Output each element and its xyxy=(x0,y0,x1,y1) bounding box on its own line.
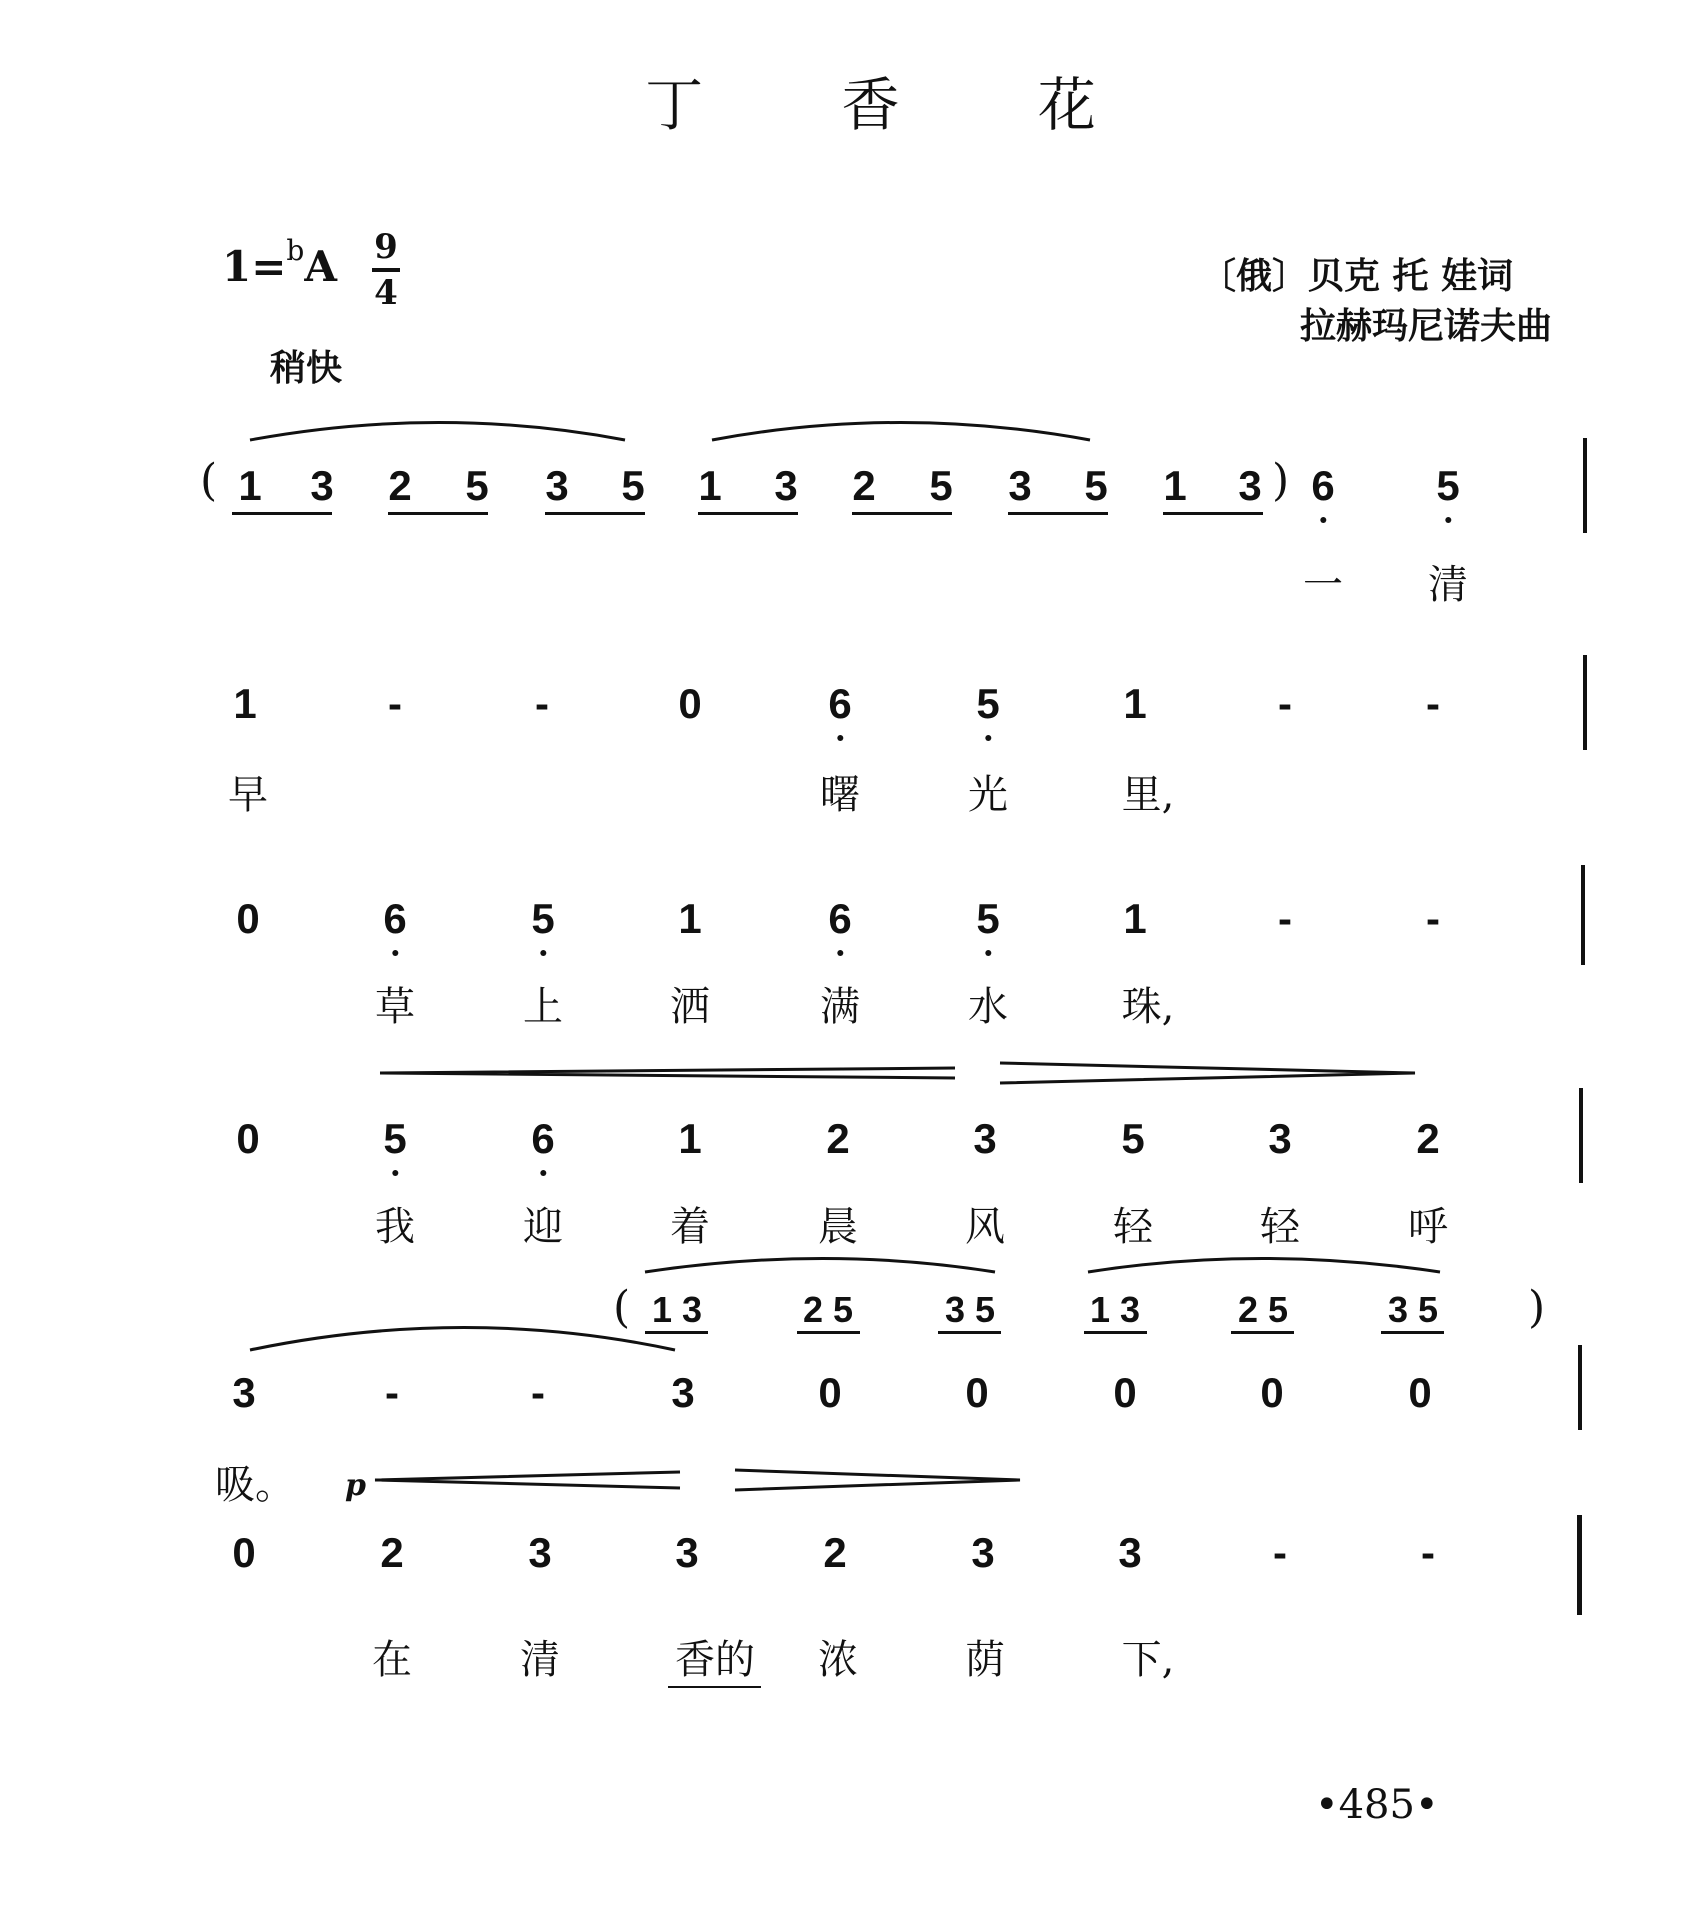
note: 0 xyxy=(1260,1369,1284,1416)
meter-bottom: 4 xyxy=(374,273,398,313)
key-note: A xyxy=(304,242,337,291)
lyric: 香的 xyxy=(675,1637,755,1683)
lyric: 着 xyxy=(670,1204,710,1250)
note: 3 xyxy=(1118,1529,1142,1576)
lyric: 浓 xyxy=(818,1637,858,1683)
lyric: 光 xyxy=(968,772,1008,818)
note: 3 xyxy=(971,1529,995,1576)
note: 1 xyxy=(233,680,257,727)
slur xyxy=(250,423,625,441)
note: 6 xyxy=(383,895,407,942)
note: - xyxy=(1426,895,1440,942)
lyric: 吸。 xyxy=(215,1462,295,1508)
interlude-group: 3 5 xyxy=(1387,1289,1439,1330)
note: 2 xyxy=(388,462,412,509)
intro-open-paren: ( xyxy=(200,455,218,506)
note: 5 xyxy=(1121,1115,1145,1162)
note: 5 xyxy=(1436,462,1460,509)
crescendo-hairpin xyxy=(375,1472,680,1488)
tempo-marking: 稍快 xyxy=(270,348,343,389)
lyric: 上 xyxy=(523,984,563,1030)
note: 2 xyxy=(826,1115,850,1162)
note: 2 xyxy=(380,1529,404,1576)
dynamic-marking: p xyxy=(345,1468,366,1503)
crescendo-hairpin xyxy=(380,1068,955,1078)
note: - xyxy=(1278,895,1292,942)
note: 2 xyxy=(1416,1115,1440,1162)
slur xyxy=(250,1328,675,1351)
note: 6 xyxy=(1311,462,1335,509)
lyric: 清 xyxy=(1428,562,1468,608)
interlude-group: 1 3 xyxy=(651,1289,703,1330)
note: 1 xyxy=(698,462,722,509)
lyric: 轻 xyxy=(1260,1204,1300,1250)
note: 2 xyxy=(823,1529,847,1576)
slur xyxy=(645,1259,995,1273)
lyric: 珠, xyxy=(1121,984,1175,1030)
note: 0 xyxy=(236,1115,260,1162)
note: 5 xyxy=(383,1115,407,1162)
interlude-group: 1 3 xyxy=(1089,1289,1141,1330)
note: 0 xyxy=(1113,1369,1137,1416)
lyric: 草 xyxy=(375,984,415,1030)
note: 3 xyxy=(310,462,334,509)
note: 3 xyxy=(774,462,798,509)
decrescendo-hairpin xyxy=(735,1470,1020,1490)
note: 3 xyxy=(1268,1115,1292,1162)
note: - xyxy=(1273,1529,1287,1576)
note: 2 xyxy=(852,462,876,509)
interlude-open-paren: ( xyxy=(613,1282,631,1333)
note: 3 xyxy=(232,1369,256,1416)
note: 0 xyxy=(678,680,702,727)
note: - xyxy=(531,1369,545,1416)
note: 5 xyxy=(929,462,953,509)
note: 5 xyxy=(465,462,489,509)
lyric: 早 xyxy=(228,772,268,818)
lyric: 晨 xyxy=(818,1204,858,1250)
lyric: 在 xyxy=(372,1637,412,1683)
note: 5 xyxy=(621,462,645,509)
note: 1 xyxy=(238,462,262,509)
page-number: •485• xyxy=(1315,1782,1439,1828)
note: 0 xyxy=(1408,1369,1432,1416)
lyric: 水 xyxy=(968,984,1008,1030)
note: 0 xyxy=(818,1369,842,1416)
lyric: 呼 xyxy=(1408,1204,1448,1250)
lyric: 里, xyxy=(1121,772,1175,818)
note: - xyxy=(385,1369,399,1416)
note: - xyxy=(1278,680,1292,727)
composer-credit: 拉赫玛尼诺夫曲 xyxy=(1300,305,1553,347)
key-flat: b xyxy=(286,234,305,267)
lyric: 迎 xyxy=(523,1204,563,1250)
note: 3 xyxy=(973,1115,997,1162)
lyricist-credit: 〔俄〕贝克 托 娃词 xyxy=(1200,255,1514,297)
note: 3 xyxy=(1008,462,1032,509)
interlude-group: 2 5 xyxy=(802,1289,854,1330)
note: 5 xyxy=(976,680,1000,727)
note: 1 xyxy=(1163,462,1187,509)
lyric: 风 xyxy=(965,1204,1005,1250)
lyric: 下, xyxy=(1121,1637,1175,1683)
slur xyxy=(1088,1259,1440,1273)
note: 5 xyxy=(976,895,1000,942)
note: - xyxy=(1426,680,1440,727)
lyric: 轻 xyxy=(1113,1204,1153,1250)
note: 5 xyxy=(531,895,555,942)
note: 1 xyxy=(1123,680,1147,727)
note: 3 xyxy=(1238,462,1262,509)
note: - xyxy=(1421,1529,1435,1576)
lyric: 曙 xyxy=(820,772,860,818)
note: 3 xyxy=(675,1529,699,1576)
intro-close-paren: ) xyxy=(1272,455,1290,506)
lyric: 一 xyxy=(1303,562,1343,608)
lyric: 清 xyxy=(520,1637,560,1683)
note: 6 xyxy=(828,680,852,727)
note: 0 xyxy=(232,1529,256,1576)
interlude-group: 2 5 xyxy=(1237,1289,1289,1330)
lyric: 洒 xyxy=(670,984,710,1030)
note: 1 xyxy=(1123,895,1147,942)
note: 3 xyxy=(671,1369,695,1416)
song-title: 丁 香 花 xyxy=(645,71,1156,139)
meter-top: 9 xyxy=(374,227,398,267)
note: 0 xyxy=(965,1369,989,1416)
note: 0 xyxy=(236,895,260,942)
note: 1 xyxy=(678,895,702,942)
note: 3 xyxy=(545,462,569,509)
note: - xyxy=(535,680,549,727)
key-prefix: 1= xyxy=(222,242,287,291)
lyric: 我 xyxy=(375,1204,415,1250)
note: 6 xyxy=(828,895,852,942)
note: - xyxy=(388,680,402,727)
interlude-close-paren: ) xyxy=(1528,1282,1546,1333)
note: 3 xyxy=(528,1529,552,1576)
note: 1 xyxy=(678,1115,702,1162)
note: 5 xyxy=(1084,462,1108,509)
interlude-group: 3 5 xyxy=(944,1289,996,1330)
note: 6 xyxy=(531,1115,555,1162)
lyric: 荫 xyxy=(965,1637,1005,1683)
lyric: 满 xyxy=(820,984,860,1030)
decrescendo-hairpin xyxy=(1000,1063,1415,1083)
slur xyxy=(712,423,1090,441)
